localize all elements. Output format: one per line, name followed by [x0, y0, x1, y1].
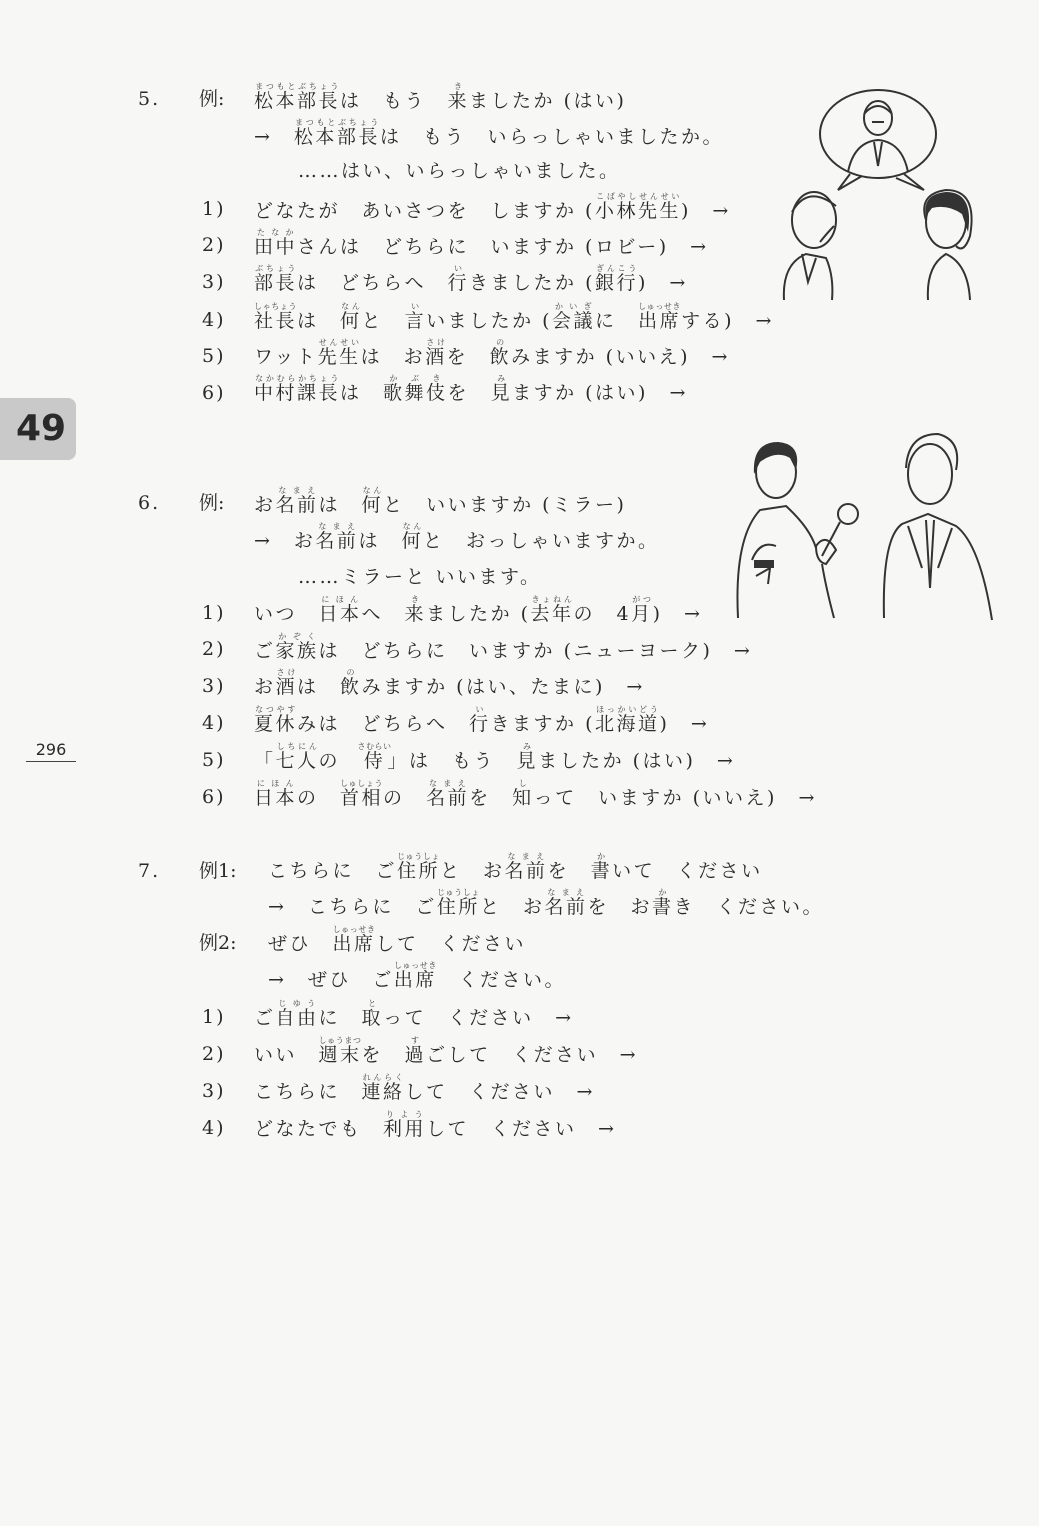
exercise-6-item-number: 3) [202, 675, 226, 697]
exercise-7-item-number: 1) [202, 1006, 226, 1028]
chapter-number: 49 [16, 408, 67, 449]
exercise-7-item-number: 4) [202, 1117, 226, 1139]
exercise-6-item-number: 2) [202, 638, 226, 660]
page-number: 296 [26, 740, 76, 762]
exercise-7-example2-question: ぜひ 出席しゅっせきして ください [268, 925, 527, 955]
exercise-7-item-number: 3) [202, 1080, 226, 1102]
exercise-6-item-number: 6) [202, 786, 226, 808]
exercise-5-item-2: 田中たなかさんは どちらに いますか (ロビー) → [254, 228, 709, 258]
exercise-7-example1-label: 例1: [199, 860, 237, 882]
exercise-7-example1-question: こちらに ご住所じゅうしょと お名前なまえを 書かいて ください [268, 852, 763, 882]
exercise-6-number: 6. [138, 492, 161, 514]
microphone-icon [838, 504, 858, 524]
exercise-7-example2-label: 例2: [199, 932, 237, 954]
exercise-5-example-question: 松本部長まつもとぶちょうは もう 来きましたか (はい) [254, 82, 627, 112]
exercise-5-example-label: 例: [199, 88, 225, 110]
exercise-5-example-answer: → 松本部長まつもとぶちょうは もう いらっしゃいましたか。 [254, 118, 724, 148]
exercise-6-item-number: 5) [202, 749, 226, 771]
exercise-6-example-question: お名前なまえは 何なんと いいますか (ミラー) [254, 486, 627, 516]
exercise-6-item-5: 「七人しちにんの 侍さむらい」は もう 見みましたか (はい) → [254, 742, 736, 772]
exercise-6-example-label: 例: [199, 492, 225, 514]
exercise-6-item-number: 4) [202, 712, 226, 734]
exercise-7-item-3: こちらに 連絡れんらくして ください → [254, 1073, 595, 1103]
exercise-7-item-1: ご自由じゆうに 取とって ください → [254, 999, 574, 1029]
exercise-5-item-1: どなたが あいさつを しますか (小林先生こばやしせんせい) → [254, 192, 731, 222]
exercise-5-item-4: 社長しゃちょうは 何なんと 言いいましたか (会議かいぎに 出席しゅっせきする) → [254, 302, 774, 332]
exercise-6-item-3: お酒さけは 飲のみますか (はい、たまに) → [254, 668, 645, 698]
exercise-5-item-3: 部長ぶちょうは どちらへ 行いきましたか (銀行ぎんこう) → [254, 264, 688, 294]
interview-illustration [730, 428, 996, 624]
exercise-5-item-number: 6) [202, 382, 226, 404]
exercise-5-example-response: ……はい、いらっしゃいました。 [298, 160, 621, 182]
exercise-6-item-6: 日本にほんの 首相しゅしょうの 名前なまえを 知しって いますか (いいえ) → [254, 779, 817, 809]
exercise-5-item-number: 3) [202, 271, 226, 293]
exercise-5-item-number: 1) [202, 198, 226, 220]
exercise-5-item-5: ワット先生せんせいは お酒さけを 飲のみますか (いいえ) → [254, 338, 730, 368]
exercise-7-example2-answer: → ぜひ ご出席しゅっせき ください。 [268, 961, 566, 991]
exercise-5-item-number: 4) [202, 309, 226, 331]
exercise-6-example-response: ……ミラーと いいます。 [298, 566, 542, 588]
exercise-6-item-1: いつ 日本にほんへ 来きましたか (去年きょねんの 4月がつ) → [254, 595, 703, 625]
exercise-7-item-4: どなたでも 利用りようして ください → [254, 1110, 617, 1140]
exercise-6-example-answer: → お名前なまえは 何なんと おっしゃいますか。 [254, 522, 660, 552]
exercise-6-item-4: 夏休なつやすみは どちらへ 行いきますか (北海道ほっかいどう) → [254, 705, 710, 735]
exercise-7-example1-answer: → こちらに ご住所じゅうしょと お名前なまえを お書かき ください。 [268, 888, 825, 918]
conversation-illustration [778, 86, 988, 302]
exercise-5-number: 5. [138, 88, 161, 110]
exercise-7-item-number: 2) [202, 1043, 226, 1065]
exercise-5-item-number: 2) [202, 234, 226, 256]
exercise-7-number: 7. [138, 860, 161, 882]
chapter-tab [0, 398, 76, 460]
exercise-5-item-number: 5) [202, 345, 226, 367]
exercise-7-item-2: いい 週末しゅうまつを 過すごして ください → [254, 1036, 638, 1066]
exercise-5-item-6: 中村課長なかむらかちょうは 歌舞伎かぶきを 見みますか (はい) → [254, 374, 688, 404]
exercise-6-item-2: ご家族かぞくは どちらに いますか (ニューヨーク) → [254, 632, 753, 662]
exercise-6-item-number: 1) [202, 602, 226, 624]
